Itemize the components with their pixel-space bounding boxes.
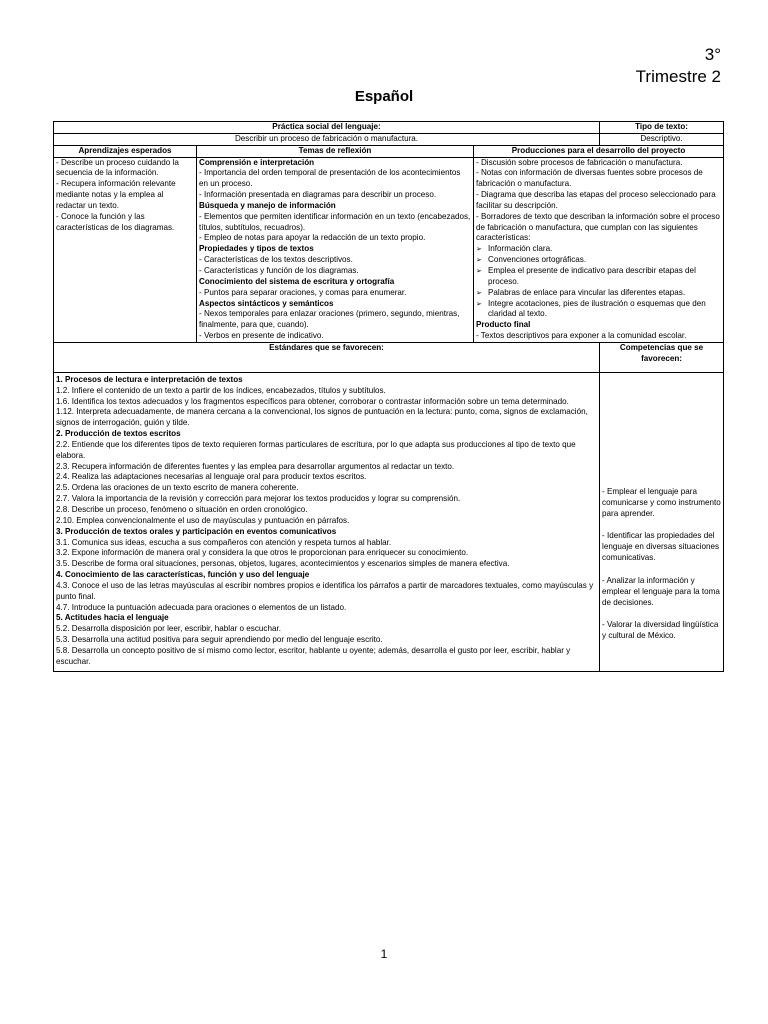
estandar-heading: 5. Actitudes hacia el lenguaje (56, 613, 169, 623)
page-number: 1 (380, 947, 388, 961)
estandar-item: 3.2. Expone información de manera oral y considera la que otros le proporcionan para enriquecer su conocimiento. (56, 548, 469, 558)
aprendizaje-item: - Conoce la función y las características de los diagramas. (56, 211, 175, 232)
estandares-row (54, 372, 724, 671)
practice-value: Describir un proceso de fabricación o manufactura. (54, 133, 600, 145)
tema-item: - Características de los textos descriptivos. (199, 255, 353, 265)
tema-item: - Puntos para separar oraciones, y comas para enumerar. (199, 287, 407, 297)
produccion-bullet: ➢ Integre acotaciones, pies de ilustración o esquemas que den claridad al texto. (476, 299, 721, 321)
estandar-item: 2.7. Valora la importancia de la revisión y corrección para mejorar los textos producidos y lograr su comprensión. (56, 494, 461, 504)
estandar-item: 5.2. Desarrolla disposición por leer, escribir, hablar o escuchar. (56, 624, 281, 634)
page-title: Español (354, 88, 414, 105)
produccion-item: - Discusión sobre procesos de fabricación o manufactura. (476, 157, 683, 167)
practice-label: Práctica social del lenguaje: (54, 122, 600, 134)
planning-table (53, 121, 724, 672)
practice-value-row (54, 133, 724, 145)
estandar-item: 1.12. Interpreta adecuadamente, de manera cercana a la convencional, los signos de puntuación en la lectura: punto, coma, signos de exclamación, signos de interrogación, guión y tilde. (56, 407, 588, 428)
estandar-item: 1.6. Identifica los textos adecuados y los fragmentos específicos para obtener, corroborar o contrastar información sobre un tema determinado. (56, 396, 569, 406)
competencia-item: - Valorar la diversidad lingüística y cultural de México. (602, 620, 719, 641)
produccion-bullet: ➢ Palabras de enlace para vincular las diferentes etapas. (476, 288, 721, 299)
tema-heading: Comprensión e interpretación (199, 157, 315, 167)
estandares-label: Estándares que se favorecen: (54, 342, 600, 372)
produccion-item: - Diagrama que describa las etapas del proceso seleccionado para facilitar su descripción. (476, 190, 716, 210)
tema-item: - Nexos temporales para enlazar oraciones (primero, segundo, mientras, finalmente, para que, cuando). (199, 309, 460, 330)
producciones-cell (474, 157, 724, 342)
text-type-value: Descriptivo. (600, 133, 724, 145)
estandar-item: 4.3. Conoce el uso de las letras mayúsculas al escribir nombres propios e identifica los párrafos a partir de marcadores textuales, como mayúsculas y punto final. (56, 580, 594, 601)
estandar-item: 2.2. Entiende que los diferentes tipos de texto requieren formas particulares de escritura, por lo que adapta sus producciones al tipo de texto que elabora. (56, 439, 576, 460)
estandar-item: 1.2. Infiere el contenido de un texto a partir de los índices, encabezados, títulos y subtítulos. (56, 385, 386, 395)
estandar-item: 5.3. Desarrolla una actitud positiva para seguir aprendiendo por medio del lenguaje escrito. (56, 635, 383, 645)
tema-heading: Propiedades y tipos de textos (199, 244, 314, 254)
estandar-item: 2.8. Describe un proceso, fenómeno o situación en orden cronológico. (56, 505, 308, 514)
estandar-item: 2.10. Emplea convencionalmente el uso de mayúsculas y puntuación en párrafos. (56, 515, 350, 525)
estandares-cell (54, 372, 600, 671)
estandar-item: 2.3. Recupera información de diferentes fuentes y las emplea para desarrollar argumentos al redactar un texto. (56, 461, 455, 471)
tema-heading: Aspectos sintácticos y semánticos (199, 298, 334, 308)
col-producciones: Producciones para el desarrollo del proyecto (474, 145, 724, 157)
produccion-item: - Borradores de texto que describan la información sobre el proceso de fabricación o manufactura, que cumplan con las siguientes características: (476, 211, 720, 243)
practice-header-row (54, 122, 724, 134)
competencia-item: - Emplear el lenguaje para comunicarse y como instrumento para aprender. (602, 486, 721, 518)
grade-label: 3° (704, 45, 721, 64)
produccion-bullet: ➢ Convenciones ortográficas. (476, 255, 721, 266)
tema-heading: Conocimiento del sistema de escritura y ortografía (199, 276, 395, 286)
aprendizaje-item: - Describe un proceso cuidando la secuencia de la información. (56, 157, 179, 178)
estandar-heading: 4. Conocimiento de las características, función y uso del lenguaje (56, 570, 310, 580)
estandar-item: 4.7. Introduce la puntuación adecuada para oraciones o elementos de un listado. (56, 602, 347, 612)
content-row (54, 157, 724, 342)
text-type-label: Tipo de texto: (600, 122, 724, 134)
competencia-item: - Identificar las propiedades del lenguaje en diversas situaciones comunicativas. (602, 531, 720, 563)
producto-final-item: - Textos descriptivos para exponer a la comunidad escolar. (476, 331, 687, 341)
col-temas: Temas de reflexión (197, 145, 474, 157)
estandar-item: 3.5. Describe de forma oral situaciones, personas, objetos, lugares, acontecimientos y escenarios simples de manera efectiva. (56, 559, 510, 569)
tema-item: - Elementos que permiten identificar información en un texto (encabezados, títulos, subtítulos, recuadros). (199, 211, 471, 232)
estandar-heading: 2. Producción de textos escritos (56, 429, 181, 439)
tema-item: - Verbos en presente de indicativo. (199, 331, 324, 341)
competencias-label: Competencias que se favorecen: (600, 342, 724, 372)
aprendizaje-item: - Recupera información relevante mediante notas y la emplea al redactar un texto. (56, 179, 176, 210)
tema-item: - Información presentada en diagramas para describir un proceso. (199, 190, 437, 200)
estandar-heading: 3. Producción de textos orales y participación en eventos comunicativos (56, 526, 337, 536)
produccion-bullet: ➢ Información clara. (476, 244, 721, 255)
temas-cell (197, 157, 474, 342)
column-header-row (54, 145, 724, 157)
grade-block (636, 44, 721, 88)
estandar-heading: 1. Procesos de lectura e interpretación de textos (56, 374, 243, 384)
tema-item: - Características y función de los diagramas. (199, 265, 359, 275)
competencias-cell (600, 372, 724, 671)
estandar-item: 2.4. Realiza las adaptaciones necesarias al lenguaje oral para producir textos escritos. (56, 472, 367, 482)
tema-item: - Empleo de notas para apoyar la redacción de un texto propio. (199, 233, 426, 243)
tema-item: - Importancia del orden temporal de presentación de los acontecimientos en un proceso. (199, 168, 461, 189)
competencia-item: - Analizar la información y emplear el lenguaje para la toma de decisiones. (602, 575, 720, 607)
aprendizajes-cell (54, 157, 197, 342)
estandar-item: 3.1. Comunica sus ideas, escucha a sus compañeros con atención y respeta turnos al hablar. (56, 537, 392, 547)
term-label: Trimestre 2 (635, 67, 721, 86)
estandar-item: 5.8. Desarrolla un concepto positivo de sí mismo como lector, escritor, hablante u oyente; además, desarrolla el gusto por leer, escribir, hablar y escuchar. (56, 645, 571, 666)
produccion-bullet: ➢ Emplea el presente de indicativo para describir etapas del proceso. (476, 266, 721, 288)
col-aprendizajes: Aprendizajes esperados (54, 145, 197, 157)
tema-heading: Búsqueda y manejo de información (199, 200, 336, 210)
estandar-item: 2.5. Ordena las oraciones de un texto escrito de manera coherente. (56, 483, 299, 493)
estandares-header-row (54, 342, 724, 372)
producto-final-label: Producto final (476, 320, 531, 330)
produccion-item: - Notas con información de diversas fuentes sobre procesos de fabricación o manufactura. (476, 168, 703, 189)
